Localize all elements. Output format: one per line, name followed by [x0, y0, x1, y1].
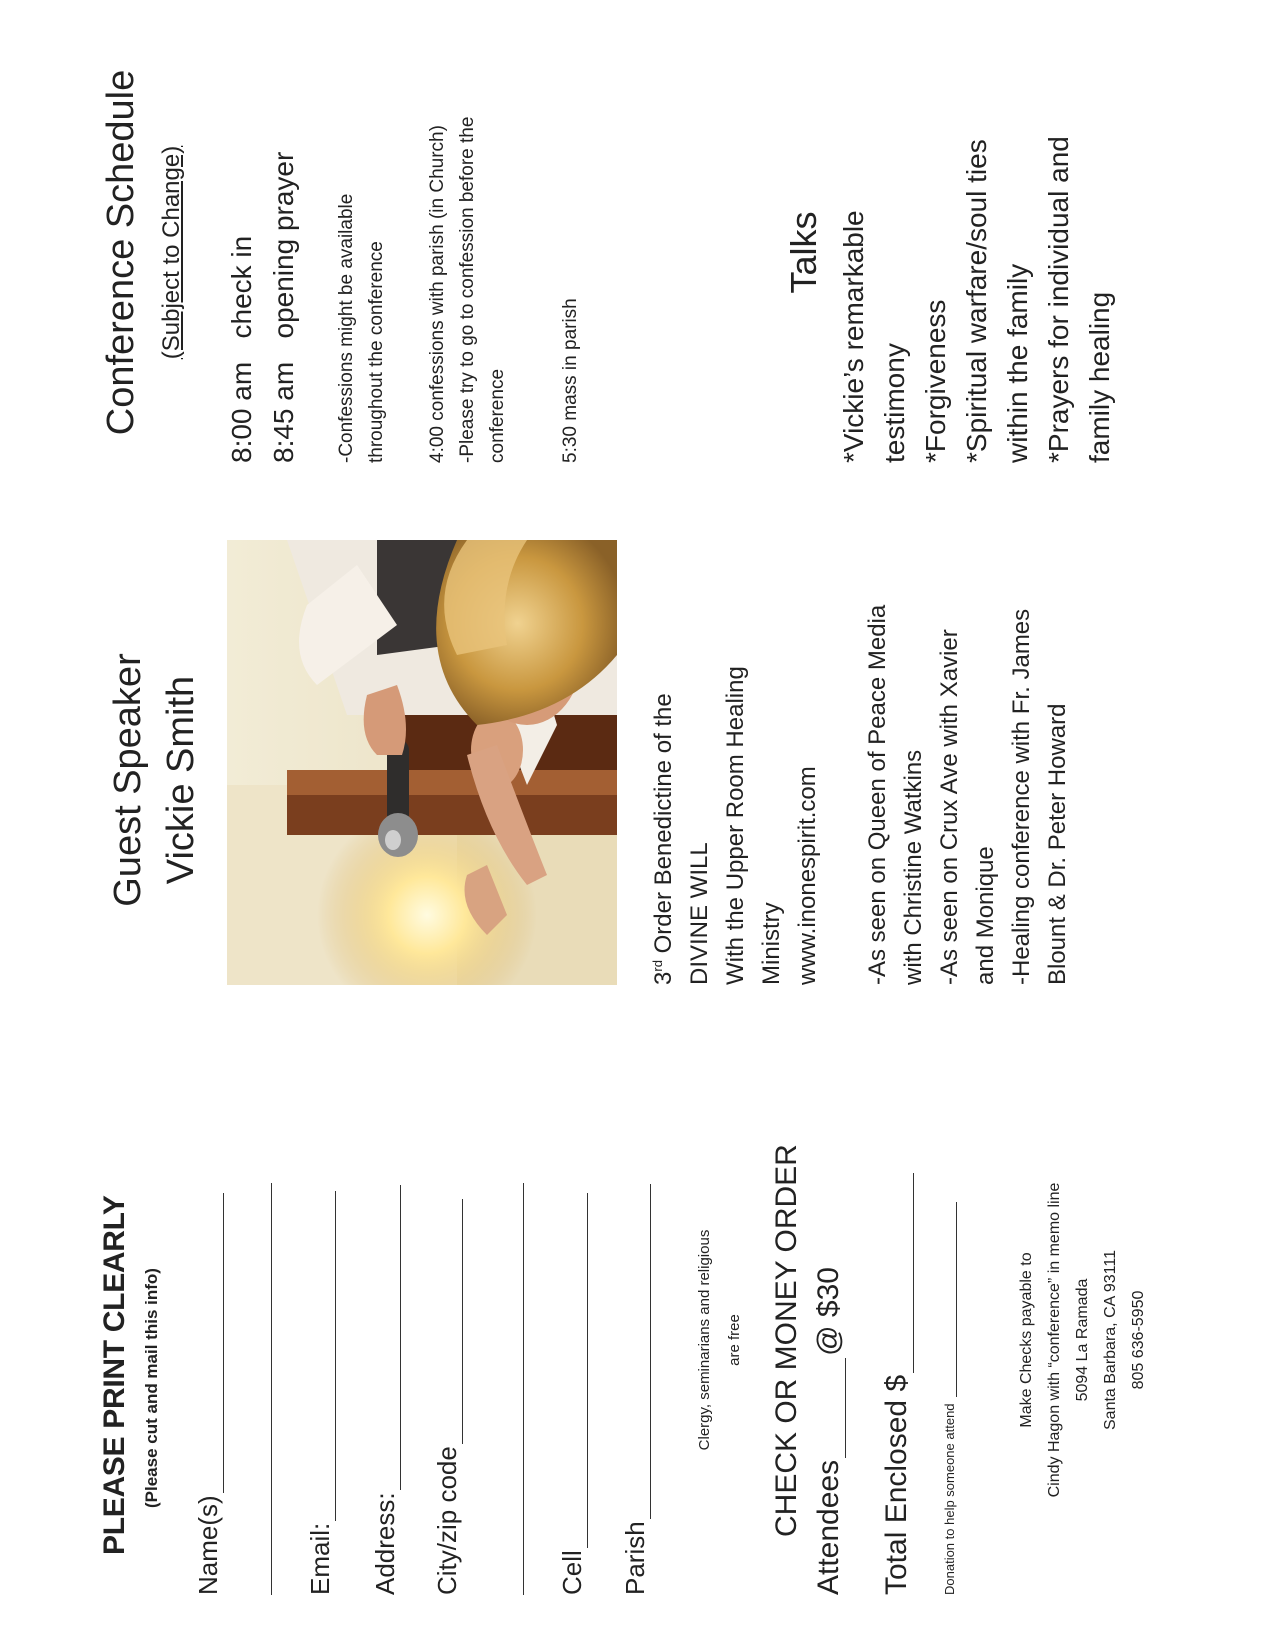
bio-line-2: DIVINE WILL — [686, 842, 713, 985]
speaker-heading: Guest Speaker — [107, 653, 149, 907]
donation-field[interactable] — [942, 1202, 957, 1595]
clergy-note — [690, 1085, 750, 1595]
mail-line-2: Cindy Hagon with “conference” in memo line — [1046, 1182, 1063, 1498]
bio-line-4: Ministry — [758, 902, 785, 985]
parish-confession-note — [423, 117, 513, 463]
form-subtitle: (Please cut and mail this info) — [142, 1268, 161, 1508]
confession-note — [332, 194, 392, 463]
mass-note: 5:30 mass in parish — [560, 298, 581, 463]
speaker-photo — [227, 540, 617, 985]
parish-confession-line2: -Please try to go to confession before the — [457, 116, 478, 463]
cell-label: Cell — [557, 1550, 587, 1595]
donation-line[interactable] — [944, 1202, 957, 1397]
total-line[interactable] — [885, 1173, 914, 1373]
email-label: Email: — [305, 1522, 335, 1595]
talk-line-1: *Vickie’s remarkable — [838, 210, 869, 463]
city-zip-label: City/zip code — [432, 1446, 462, 1595]
talks-list — [833, 136, 1120, 463]
schedule-opening-prayer: 8:45 am opening prayer — [268, 151, 299, 463]
talk-line-2: testimony — [879, 343, 910, 463]
parish-confession-line1: 4:00 confessions with parish (in Church) — [427, 125, 448, 463]
bio-ordinal-number: 3 — [650, 971, 677, 985]
schedule-title: Conference Schedule — [100, 69, 142, 436]
mail-line-3: 5094 La Ramada — [1074, 1278, 1091, 1402]
talk-line-3: *Forgiveness — [920, 299, 951, 463]
speaker-panel — [0, 510, 1275, 1050]
bio-line-1 — [640, 666, 682, 985]
media-line-6: Blount & Dr. Peter Howard — [1044, 703, 1071, 985]
media-line-3: -As seen on Crux Ave with Xavier — [936, 629, 963, 985]
schedule-panel — [0, 0, 1275, 505]
bio-line-3: With the Upper Room Healing — [722, 666, 749, 985]
parish-confession-line3: conference — [487, 368, 508, 463]
address-line[interactable] — [376, 1185, 401, 1490]
total-label: Total Enclosed $ — [880, 1374, 913, 1595]
talks-title: Talks — [783, 211, 824, 294]
mail-line-1: Make Checks payable to — [1018, 1252, 1035, 1428]
schedule-subtitle: (Subject to Change) — [158, 145, 185, 360]
schedule-checkin: 8:00 am check in — [226, 235, 257, 463]
website-link[interactable]: www.inonespirit.com — [794, 766, 821, 985]
confession-note-line2: throughout the conference — [366, 241, 387, 463]
price-text: @ $30 — [812, 1267, 845, 1356]
bio-ordinal-suffix: rd — [650, 960, 665, 972]
confession-note-line1: -Confessions might be available — [336, 193, 357, 463]
parish-label: Parish — [620, 1521, 650, 1595]
mail-line-4: Santa Barbara, CA 93111 — [1102, 1250, 1119, 1430]
clergy-note-line2: are free — [726, 1314, 743, 1366]
media-line-5: -Healing conference with Fr. James — [1008, 608, 1035, 985]
form-title: PLEASE PRINT CLEARLY — [98, 1195, 131, 1555]
parish-field[interactable] — [620, 1184, 651, 1595]
total-field[interactable] — [880, 1173, 914, 1595]
bio-order-text: Order Benedictine of the — [650, 693, 677, 961]
city-zip-line[interactable] — [438, 1199, 463, 1444]
speaker-name: Vickie Smith — [160, 675, 202, 885]
attendees-label: Attendees — [812, 1459, 845, 1595]
talk-line-7: family healing — [1084, 291, 1115, 463]
address-field[interactable] — [370, 1185, 401, 1595]
media-line-1: -As seen on Queen of Peace Media — [864, 604, 891, 985]
names-extra-line[interactable] — [271, 1183, 272, 1595]
parish-line[interactable] — [626, 1184, 651, 1519]
talk-line-4: *Spiritual warfare/soul ties — [961, 139, 992, 463]
media-line-4: and Monique — [972, 846, 999, 985]
attendees-field[interactable] — [812, 1267, 846, 1595]
payment-title: CHECK OR MONEY ORDER — [770, 1144, 803, 1537]
registration-form-panel — [0, 1085, 1275, 1595]
media-line-2: with Christine Watkins — [900, 749, 927, 985]
attendees-line[interactable] — [817, 1358, 846, 1458]
email-field[interactable] — [305, 1191, 336, 1595]
names-label: Name(s) — [193, 1495, 223, 1595]
speaker-bio — [640, 666, 826, 985]
address-label: Address: — [370, 1492, 400, 1595]
mailing-instructions — [1013, 1105, 1153, 1575]
speaker-media — [860, 605, 1076, 985]
talk-line-6: *Prayers for individual and — [1043, 136, 1074, 463]
city-zip-field[interactable] — [432, 1199, 463, 1595]
talk-line-5: within the family — [1002, 263, 1033, 463]
mail-line-5: 805 636-5950 — [1130, 1290, 1147, 1390]
names-line[interactable] — [199, 1193, 224, 1493]
email-line[interactable] — [311, 1191, 336, 1521]
clergy-note-line1: Clergy, seminarians and religious — [696, 1229, 713, 1451]
donation-label: Donation to help someone attend — [942, 1403, 957, 1595]
cell-line[interactable] — [563, 1193, 588, 1548]
cell-field[interactable] — [557, 1193, 588, 1595]
city-extra-line[interactable] — [523, 1183, 524, 1595]
names-field[interactable] — [193, 1193, 224, 1595]
